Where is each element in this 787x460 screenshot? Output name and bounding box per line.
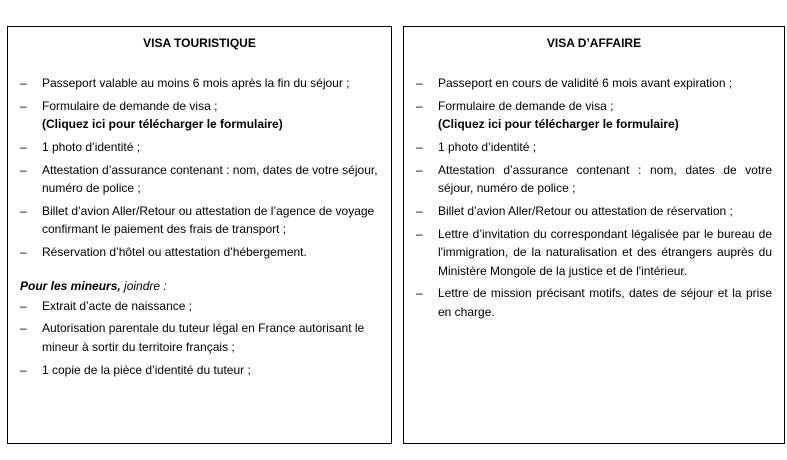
list-item <box>416 161 772 198</box>
item-text: Formulaire de demande de visa ; <box>42 98 218 113</box>
list-item <box>20 161 385 198</box>
download-form-link[interactable]: (Cliquez ici pour télécharger le formulaire) <box>438 117 679 132</box>
list-item <box>20 138 385 156</box>
bullet-dash: – <box>20 321 27 336</box>
bullet-dash: – <box>20 204 27 218</box>
bullet-dash: – <box>20 245 27 260</box>
bullet-dash: – <box>416 226 423 241</box>
tourist-visa-title: VISA TOURISTIQUE <box>143 36 256 50</box>
business-visa-box <box>403 26 785 444</box>
list-item <box>416 225 772 280</box>
list-item <box>20 319 385 356</box>
item-text: 1 photo d’identité ; <box>42 140 141 154</box>
item-text: 1 photo d’identité ; <box>438 140 537 154</box>
bullet-dash: – <box>20 162 27 177</box>
list-item <box>20 74 385 92</box>
list-item <box>416 97 772 134</box>
item-text: Autorisation parentale du tuteur légal en France autorisant le mineur à sortir du territoire français ; <box>42 321 365 354</box>
list-item <box>20 202 385 239</box>
minors-heading-bold: Pour les mineurs, <box>20 278 121 293</box>
item-text: Passeport en cours de validité 6 mois avant expiration ; <box>438 76 733 90</box>
list-item <box>20 243 385 261</box>
list-item <box>20 361 385 379</box>
item-text: Passeport valable au moins 6 mois après la fin du séjour ; <box>42 76 350 90</box>
bullet-dash: – <box>416 204 423 218</box>
download-form-link[interactable]: (Cliquez ici pour télécharger le formulaire) <box>42 117 283 132</box>
bullet-dash: – <box>416 140 423 154</box>
item-text: Extrait d’acte de naissance ; <box>42 298 193 313</box>
list-item <box>416 138 772 156</box>
list-item <box>416 284 772 321</box>
minors-heading <box>20 277 391 295</box>
bullet-dash: – <box>416 76 423 90</box>
bullet-dash: – <box>416 162 423 177</box>
item-text: Attestation d’assurance contenant : nom, dates de votre séjour, numéro de police ; <box>42 162 378 196</box>
list-item <box>20 297 385 315</box>
minors-requirements-list <box>8 297 391 379</box>
list-item <box>416 74 772 92</box>
bullet-dash: – <box>20 298 27 313</box>
item-text: Lettre de mission précisant motifs, dates de séjour et la prise en charge. <box>438 286 772 319</box>
item-text: Billet d’avion Aller/Retour ou attestation de l’agence de voyage confirmant le paiement des frais de transport ; <box>42 204 375 237</box>
bullet-dash: – <box>416 98 423 113</box>
bullet-dash: – <box>20 98 27 113</box>
item-text: Formulaire de demande de visa ; <box>438 98 614 113</box>
item-text: 1 copie de la pièce d’identité du tuteur ; <box>42 362 251 377</box>
item-text: Lettre d’invitation du correspondant légalisée par le bureau de l'immigration, de la naturalisation et des étrangers auprès du Ministère Mongole de la justice et de l'intérieur. <box>438 226 772 278</box>
bullet-dash: – <box>20 76 27 90</box>
business-visa-title: VISA D’AFFAIRE <box>546 36 642 50</box>
list-item <box>416 202 772 220</box>
minors-heading-rest: joindre : <box>120 278 167 293</box>
tourist-requirements-list <box>8 74 391 262</box>
bullet-dash: – <box>416 286 423 301</box>
business-requirements-list <box>404 74 784 321</box>
bullet-dash: – <box>20 140 27 154</box>
tourist-visa-box <box>7 26 392 444</box>
item-text: Billet d’avion Aller/Retour ou attestation de réservation ; <box>438 204 733 218</box>
item-text: Attestation d’assurance contenant : nom, dates de votre séjour, numéro de police ; <box>438 162 772 196</box>
bullet-dash: – <box>20 362 27 377</box>
item-text: Réservation d’hôtel ou attestation d’hébergement. <box>42 245 307 260</box>
list-item <box>20 97 385 134</box>
